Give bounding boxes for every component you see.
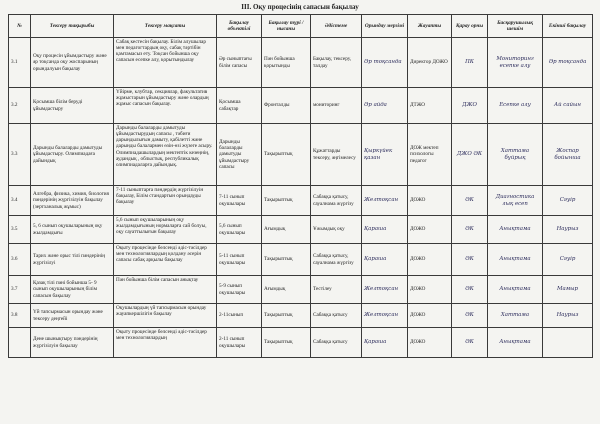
row-control-type: Тақырыптық xyxy=(262,328,311,358)
row-decision: Анықтама xyxy=(488,276,543,304)
row-period: Қараша xyxy=(362,328,408,358)
header-period: Орындау мерзімі xyxy=(362,15,408,38)
row-topic: Дарынды балаларды дамытуды ұйымдастыру. Олимпиадаға дайындық xyxy=(31,124,114,186)
row-review-place: ПК xyxy=(452,38,488,88)
row-method: Сабаққа қатысу xyxy=(311,304,362,328)
row-period: Желтоқсан xyxy=(362,276,408,304)
row-topic: Үй тапсырмасын орындау және тексеру деңгейі xyxy=(31,304,114,328)
row-responsible: ДОЖО xyxy=(408,276,452,304)
row-period: Әр тоқсанда xyxy=(362,38,408,88)
row-period: Қыркүйек қазан xyxy=(362,124,408,186)
row-control-type: Фронталды xyxy=(262,88,311,124)
row-review-place: ӘК xyxy=(452,186,488,216)
row-object: 2-11сынып xyxy=(217,304,262,328)
row-purpose: Сабақ кестесін бақылау. Білім алушылар мен педагогтардың оқу, сабақ тәртібін қамтамасыз ету. Тоқсан бойынша оқу сапасын есепке алу, қорытындылау xyxy=(114,38,217,88)
row-object: 5,6 сынып оқушылары xyxy=(217,216,262,244)
row-decision: Диагностика лық есеп xyxy=(488,186,543,216)
row-number: 3.7 xyxy=(9,276,31,304)
row-second-control: Наурыз xyxy=(543,304,593,328)
row-purpose: Оқыту процесінде белсенді әдіс-тәсілдер мен технологиялардың xyxy=(114,328,217,358)
row-purpose: 7-11 сыныптарға пәндердің жүргізілуін бақылау, Білім стандартын орындауды бақылау xyxy=(114,186,217,216)
row-period: Желтоқсан xyxy=(362,186,408,216)
row-number: 3.3 xyxy=(9,124,31,186)
table-body xyxy=(9,38,593,358)
row-responsible: ДОЖО xyxy=(408,186,452,216)
row-control-type: Пән бойынша қорытынды xyxy=(262,38,311,88)
row-second-control: Мамыр xyxy=(543,276,593,304)
row-object: Әр сыныптағы білім сапасы xyxy=(217,38,262,88)
row-second-control xyxy=(543,328,593,358)
table-row xyxy=(9,304,593,328)
control-plan-table xyxy=(8,14,593,358)
row-object: 7-11 сынып оқушылары xyxy=(217,186,262,216)
row-responsible: Директор ДОЖО xyxy=(408,38,452,88)
row-responsible: ДТЖО xyxy=(408,88,452,124)
row-number: 3.6 xyxy=(9,244,31,276)
row-control-type: Ағымдық xyxy=(262,216,311,244)
row-purpose: Пән бойынша білім сапасын анықтау xyxy=(114,276,217,304)
row-topic: 5, 6 сынып оқушыларының оқу жылдамдығы xyxy=(31,216,114,244)
row-period: Қараша xyxy=(362,244,408,276)
row-purpose: 5,6 сынып оқушыларының оқу жылдамдығының нормаларға сай болуы, оқу сауаттылығын бақылау xyxy=(114,216,217,244)
row-control-type: Тақырыптық xyxy=(262,244,311,276)
row-second-control: Жоспар бойынша xyxy=(543,124,593,186)
row-review-place: ӘК xyxy=(452,276,488,304)
row-purpose: Оқушылардың үй тапсырмасын орындау жауапкершілігін бақылау xyxy=(114,304,217,328)
row-method: Сабаққа қатысу, сауалнама жүргізу xyxy=(311,186,362,216)
header-topic: Тексеру тақырыбы xyxy=(31,15,114,38)
row-period: Әр айда xyxy=(362,88,408,124)
row-method: Бақылау, тексеру, талдау xyxy=(311,38,362,88)
row-second-control: Наурыз xyxy=(543,216,593,244)
table-row xyxy=(9,328,593,358)
row-number: 3.8 xyxy=(9,304,31,328)
row-decision: Мониторинг есепке алу xyxy=(488,38,543,88)
row-responsible: ДОЖО xyxy=(408,244,452,276)
row-purpose: Дарынды балаларды дамытуды ұйымдастырудың сапасы , тәбиғи дарындылығын дамыту, қабілетті және дарынды балалармен өзін-өзі жүзеге асыру. Олимпиадашылардың мектептік кезеңнің, аудандық , облыстық, республикалық олимпиадаларға дайындық. xyxy=(114,124,217,186)
row-method: мониторинг xyxy=(311,88,362,124)
header-place: Қарау орны xyxy=(452,15,488,38)
header-purpose: Тексеру мақсаты xyxy=(114,15,217,38)
row-method: Тестілеу xyxy=(311,276,362,304)
row-control-type: Тақырыптық xyxy=(262,124,311,186)
header-object: Бақылау объектілі xyxy=(217,15,262,38)
table-row xyxy=(9,38,593,88)
row-topic: Дене шынықтыру пәндерінің жүргізілуін бақылау xyxy=(31,328,114,358)
row-number: 3.4 xyxy=(9,186,31,216)
row-control-type: Тақырыптық xyxy=(262,304,311,328)
row-decision: Анықтама xyxy=(488,244,543,276)
row-review-place: ДЖО xyxy=(452,88,488,124)
row-decision: Хаттама бұйрық xyxy=(488,124,543,186)
row-responsible: ДОЖ мектеп психологы педагог xyxy=(408,124,452,186)
row-topic: Қазақ тілі пәні бойынша 5- 9 сынып оқушыларының білім сапасын бақылау xyxy=(31,276,114,304)
row-number: 3.1 xyxy=(9,38,31,88)
row-number xyxy=(9,328,31,358)
row-responsible: ДОЖО xyxy=(408,304,452,328)
table-row xyxy=(9,276,593,304)
header-type: Бақылау түрі / нысаны xyxy=(262,15,311,38)
table-row xyxy=(9,124,593,186)
table-header-row xyxy=(9,15,593,38)
row-object: Қосымша сабақтар xyxy=(217,88,262,124)
table-row xyxy=(9,186,593,216)
header-responsible: Жауапты xyxy=(408,15,452,38)
row-second-control: Сәуір xyxy=(543,186,593,216)
row-decision: Анықтама xyxy=(488,216,543,244)
row-review-place: ӘК xyxy=(452,304,488,328)
row-number: 3.2 xyxy=(9,88,31,124)
row-decision: Хаттама xyxy=(488,304,543,328)
row-purpose: Оқыту процесінде белсенді әдіс-тәсілдер мен технологиялардың қолдану әсерін сапасы сабақ арқылы бақылау xyxy=(114,244,217,276)
header-second: Екінші бақылау xyxy=(543,15,593,38)
row-method: Сабаққа қатысу xyxy=(311,328,362,358)
row-decision: Анықтама xyxy=(488,328,543,358)
row-topic: Алгебра, физика, химия, биология пәндерінің жүргізілуін бақылау (зертханалық жұмыс) xyxy=(31,186,114,216)
table-row xyxy=(9,216,593,244)
row-method: Сабаққа қатысу, сауалнама жүргізу xyxy=(311,244,362,276)
row-responsible: ДОЖО xyxy=(408,216,452,244)
row-period: Желтоқсан xyxy=(362,304,408,328)
row-second-control: Ай сайын xyxy=(543,88,593,124)
row-object: 5-9 сынып оқушылары xyxy=(217,276,262,304)
row-review-place: ӘК xyxy=(452,328,488,358)
row-method: Құжаттарды тексеру, әңгімелесу xyxy=(311,124,362,186)
row-period: Қараша xyxy=(362,216,408,244)
row-object: 2-11 сынып оқушылары xyxy=(217,328,262,358)
row-topic: Тарих және орыс тілі пәндерінің жүргізілуі xyxy=(31,244,114,276)
row-responsible: ДОЖО xyxy=(408,328,452,358)
table-row xyxy=(9,88,593,124)
row-decision: Есепке алу xyxy=(488,88,543,124)
row-review-place: ДЖО ӘК xyxy=(452,124,488,186)
row-second-control: Әр тоқсанда xyxy=(543,38,593,88)
header-decision: Басқарушылық шешім xyxy=(488,15,543,38)
row-control-type: Тақырыптық xyxy=(262,186,311,216)
row-object: Дарынды балаларды дамытуды ұйымдастыру сапасы xyxy=(217,124,262,186)
header-method: Әдістеме xyxy=(311,15,362,38)
row-purpose: Үйірме, клубтар, секциялар, факультатив жұмыстарын ұйымдастыру және олардың жұмыс сапасын бақылау. xyxy=(114,88,217,124)
table-row xyxy=(9,244,593,276)
section-title: III. Оқу процесінің сапасын бақылау xyxy=(241,3,359,11)
row-review-place: ӘК xyxy=(452,216,488,244)
row-second-control: Сәуір xyxy=(543,244,593,276)
row-review-place: ӘК xyxy=(452,244,488,276)
header-num: № xyxy=(9,15,31,38)
row-number: 3.5 xyxy=(9,216,31,244)
row-method: Ұжымдық оқу xyxy=(311,216,362,244)
row-control-type: Ағымдық xyxy=(262,276,311,304)
row-object: 5-11 сынып оқушылары xyxy=(217,244,262,276)
row-topic: Оқу процесін ұйымдастыру және әр тоқсанда оқу жоспарының орындалуын бақылау xyxy=(31,38,114,88)
row-topic: Қосымша білім беруді ұйымдастыру xyxy=(31,88,114,124)
